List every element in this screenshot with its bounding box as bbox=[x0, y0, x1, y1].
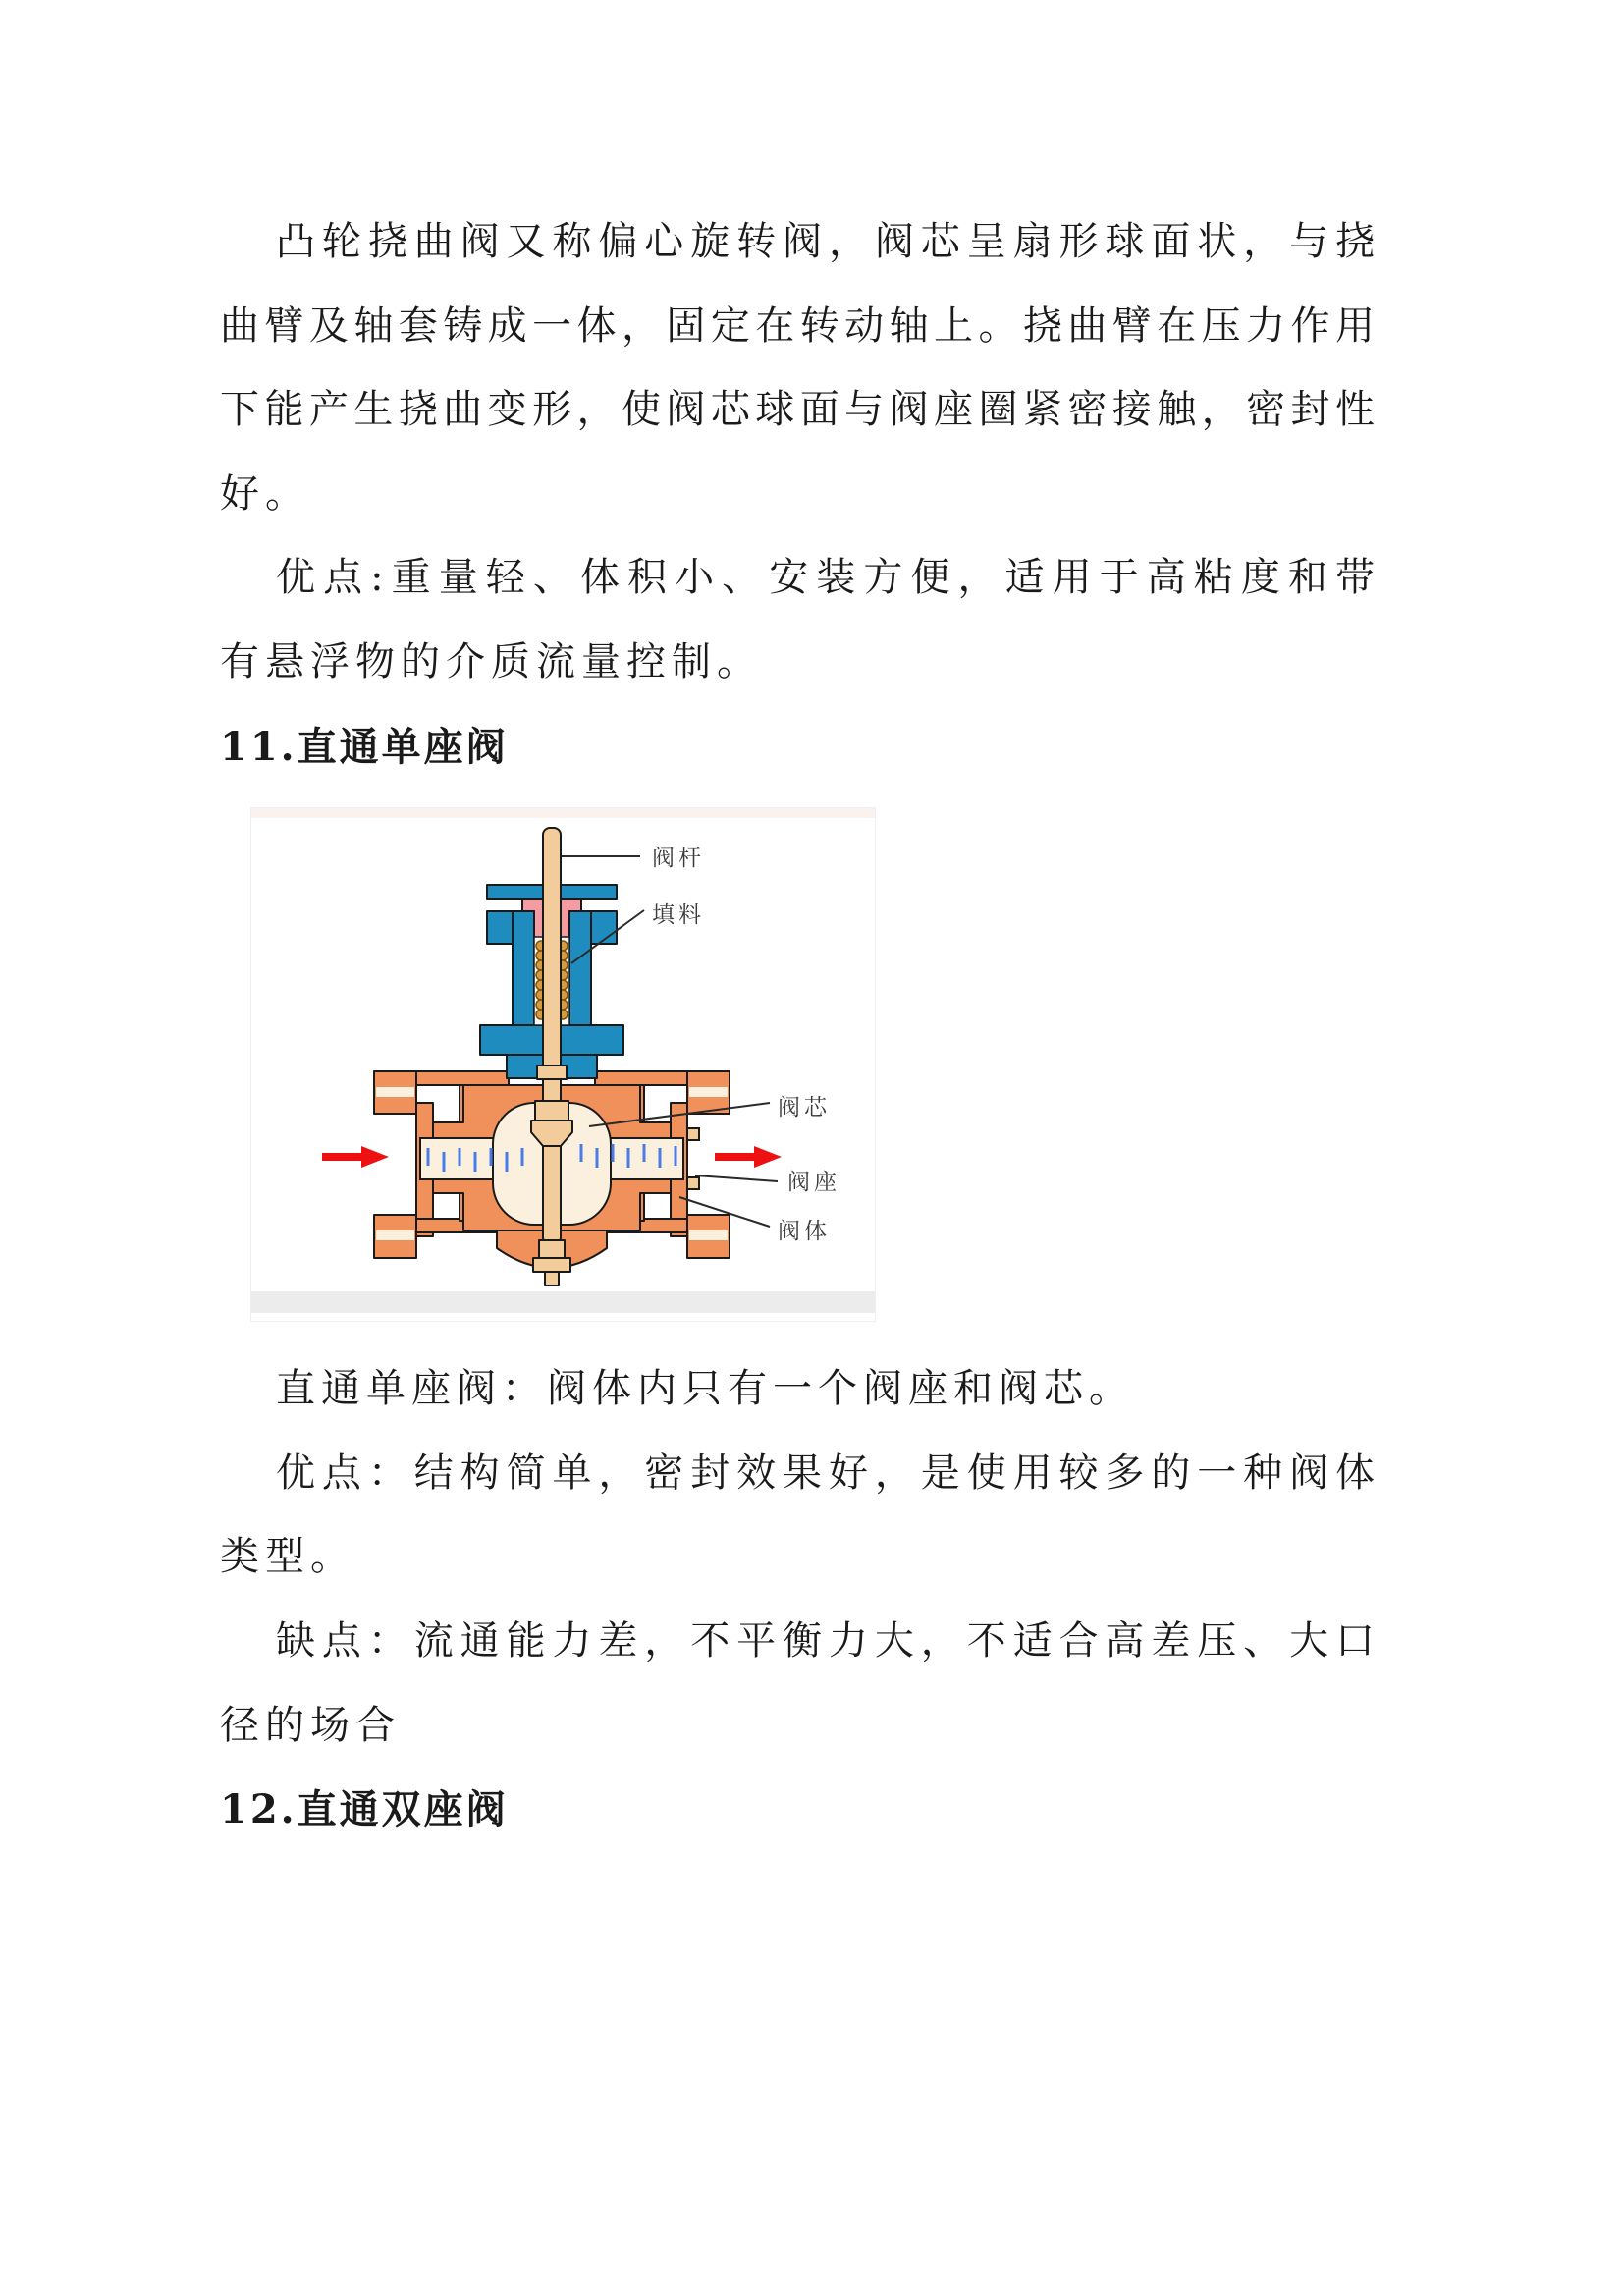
paragraph-line: 优点:重量轻、体积小、安装方便，适用于高粘度和带 bbox=[276, 555, 1375, 601]
paragraph-line: 凸轮挠曲阀又称偏心旋转阀，阀芯呈扇形球面状，与挠 bbox=[276, 219, 1375, 264]
paragraph-line: 缺点：流通能力差，不平衡力大，不适合高差压、大口 bbox=[276, 1617, 1375, 1664]
paragraph-line: 类型。 bbox=[220, 1534, 355, 1580]
paragraph-line: 优点：结构简单，密封效果好，是使用较多的一种阀体 bbox=[276, 1449, 1375, 1496]
section-heading-11: 11.直通单座阀 bbox=[220, 723, 509, 770]
figure-top-strip bbox=[251, 808, 875, 818]
packing-label: 填料 bbox=[652, 902, 705, 929]
valve-diagram bbox=[251, 808, 875, 1321]
valve-seat-label: 阀座 bbox=[787, 1170, 840, 1196]
valve-figure bbox=[250, 807, 876, 1322]
flow-arrow-right bbox=[715, 1146, 782, 1168]
valve-stem-label: 阀杆 bbox=[652, 846, 705, 872]
section-heading-12: 12.直通双座阀 bbox=[220, 1786, 509, 1833]
valve-body-label: 阀体 bbox=[778, 1219, 831, 1245]
paragraph-line: 好。 bbox=[220, 470, 310, 517]
paragraph-line: 下能产生挠曲变形，使阀芯球面与阀座圈紧密接触，密封性 bbox=[220, 387, 1375, 433]
paragraph-line: 有悬浮物的介质流量控制。 bbox=[220, 638, 762, 684]
paragraph-line: 径的场合 bbox=[220, 1702, 401, 1748]
figure-bottom-strip bbox=[251, 1291, 875, 1313]
valve-plug-label: 阀芯 bbox=[778, 1095, 831, 1121]
paragraph-line: 直通单座阀：阀体内只有一个阀座和阀芯。 bbox=[276, 1366, 1134, 1412]
document-content bbox=[220, 200, 1375, 1852]
flow-arrow-left bbox=[322, 1146, 389, 1168]
valve-seat-rings bbox=[687, 1128, 699, 1189]
paragraph-line: 曲臂及轴套铸成一体，固定在转动轴上。挠曲臂在压力作用 bbox=[220, 302, 1375, 349]
